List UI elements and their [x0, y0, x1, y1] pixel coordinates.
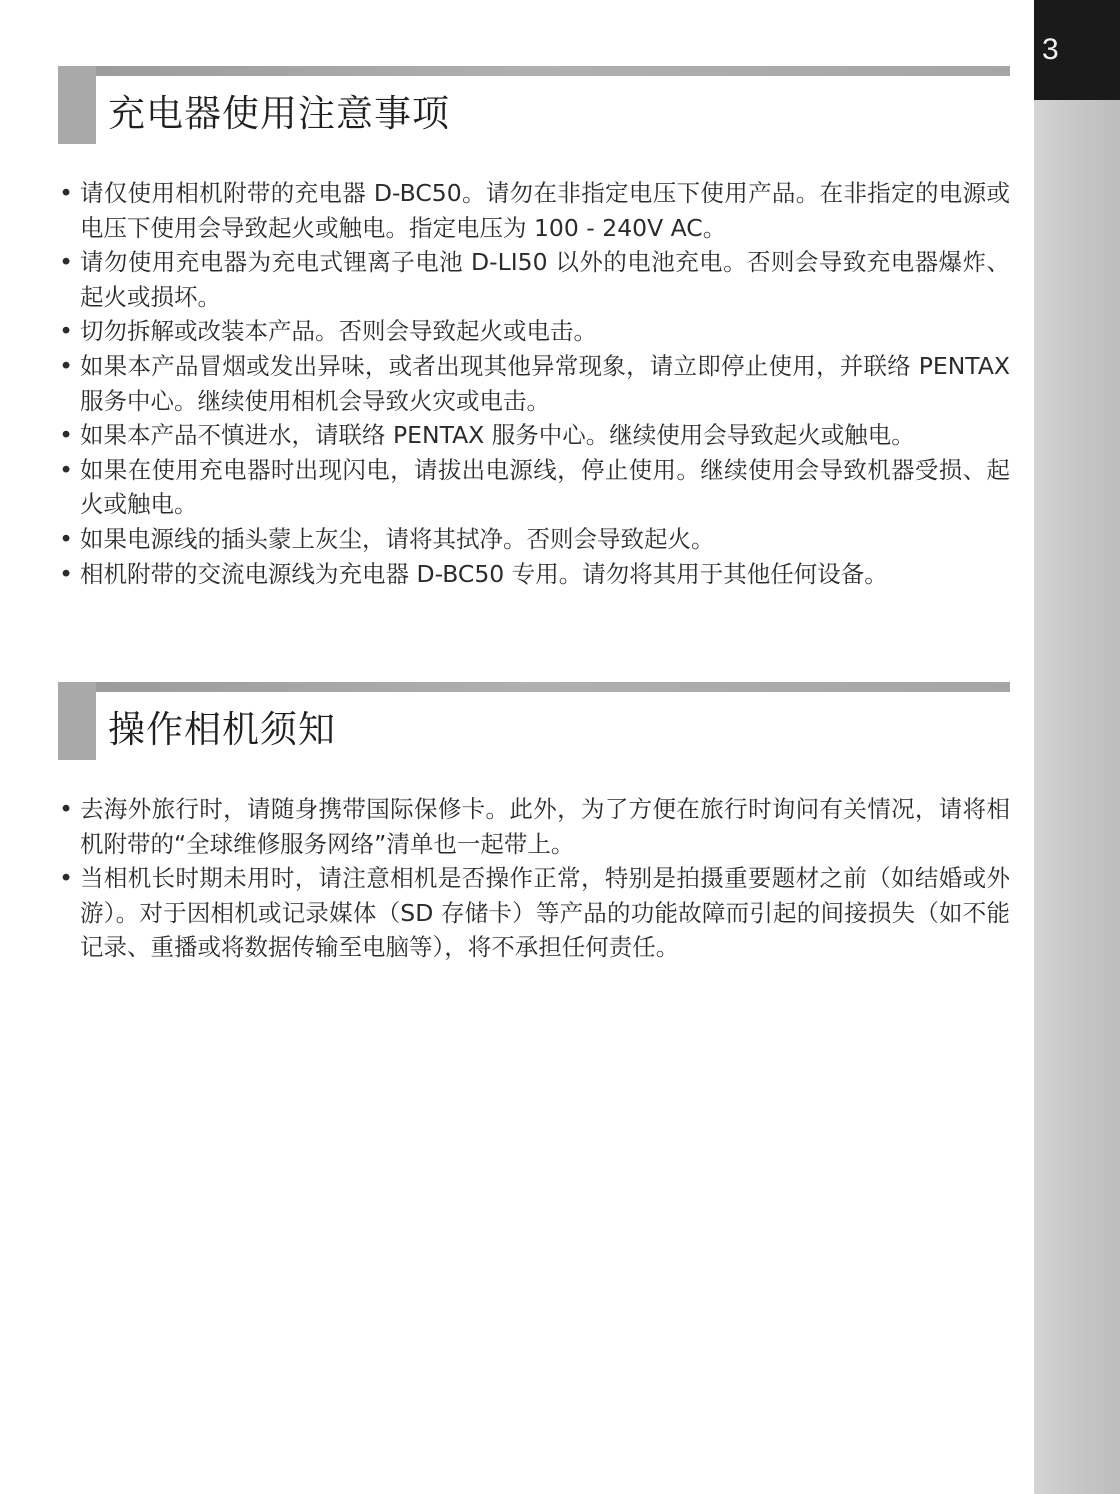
heading-rule	[58, 66, 1010, 76]
list-item	[58, 522, 1010, 557]
bullet-dot-icon: •	[59, 455, 73, 484]
list-item	[58, 314, 1010, 349]
section-charger-precautions	[58, 66, 1010, 591]
bullet-dot-icon: •	[59, 351, 73, 380]
page-edge-strip	[1034, 0, 1120, 1494]
bullet-dot-icon: •	[59, 248, 73, 277]
bullet-list	[58, 792, 1010, 965]
page-number: 3	[1042, 33, 1059, 66]
list-item	[58, 176, 1010, 245]
list-item	[58, 792, 1010, 861]
section-title: 充电器使用注意事项	[108, 92, 450, 135]
list-item-text: 如果在使用充电器时出现闪电，请拔出电源线，停止使用。继续使用会导致机器受损、起火或触电。	[80, 455, 1010, 519]
bullet-dot-icon: •	[59, 317, 73, 346]
bullet-dot-icon: •	[59, 795, 73, 823]
list-item-text: 如果电源线的插头蒙上灰尘，请将其拭净。否则会导致起火。	[80, 524, 715, 553]
list-item-text: 当相机长时期未用时，请注意相机是否操作正常，特别是拍摄重要题材之前（如结婚或外游）。对于因相机或记录媒体（SD 存储卡）等产品的功能故障而引起的间接损失（如不能记录、重播或将数据传输至电脑等），将不承担任何责任。	[80, 864, 1010, 962]
bullet-dot-icon: •	[59, 421, 73, 450]
section-heading	[58, 66, 1010, 146]
list-item-text: 去海外旅行时，请随身携带国际保修卡。此外，为了方便在旅行时询问有关情况，请将相机附带的“全球维修服务网络”清单也一起带上。	[80, 795, 1010, 858]
bullet-dot-icon: •	[59, 524, 73, 553]
list-item	[58, 861, 1010, 965]
list-item-text: 请勿使用充电器为充电式锂离子电池 D-LI50 以外的电池充电。否则会导致充电器爆炸、起火或损坏。	[80, 248, 1010, 311]
list-item-text: 请仅使用相机附带的充电器 D-BC50。请勿在非指定电压下使用产品。在非指定的电源或电压下使用会导致起火或触电。指定电压为 100 - 240V AC。	[80, 179, 1010, 242]
list-item	[58, 245, 1010, 314]
heading-rule	[58, 682, 1010, 692]
bullet-dot-icon: •	[59, 559, 73, 588]
list-item	[58, 418, 1010, 453]
bullet-list	[58, 176, 1010, 591]
list-item-text: 切勿拆解或改装本产品。否则会导致起火或电击。	[80, 317, 597, 346]
bullet-dot-icon: •	[59, 179, 73, 207]
section-title: 操作相机须知	[108, 708, 336, 751]
bullet-dot-icon: •	[59, 864, 73, 893]
heading-marker	[58, 66, 96, 144]
list-item	[58, 557, 1010, 592]
list-item-text: 相机附带的交流电源线为充电器 D-BC50 专用。请勿将其用于其他任何设备。	[80, 559, 888, 588]
list-item	[58, 453, 1010, 522]
section-camera-notes	[58, 682, 1010, 965]
list-item-text: 如果本产品不慎进水，请联络 PENTAX 服务中心。继续使用会导致起火或触电。	[80, 421, 915, 450]
heading-marker	[58, 682, 96, 760]
list-item-text: 如果本产品冒烟或发出异味，或者出现其他异常现象，请立即停止使用，并联络 PENTAX 服务中心。继续使用相机会导致火灾或电击。	[80, 351, 1010, 415]
list-item	[58, 349, 1010, 418]
section-heading	[58, 682, 1010, 762]
